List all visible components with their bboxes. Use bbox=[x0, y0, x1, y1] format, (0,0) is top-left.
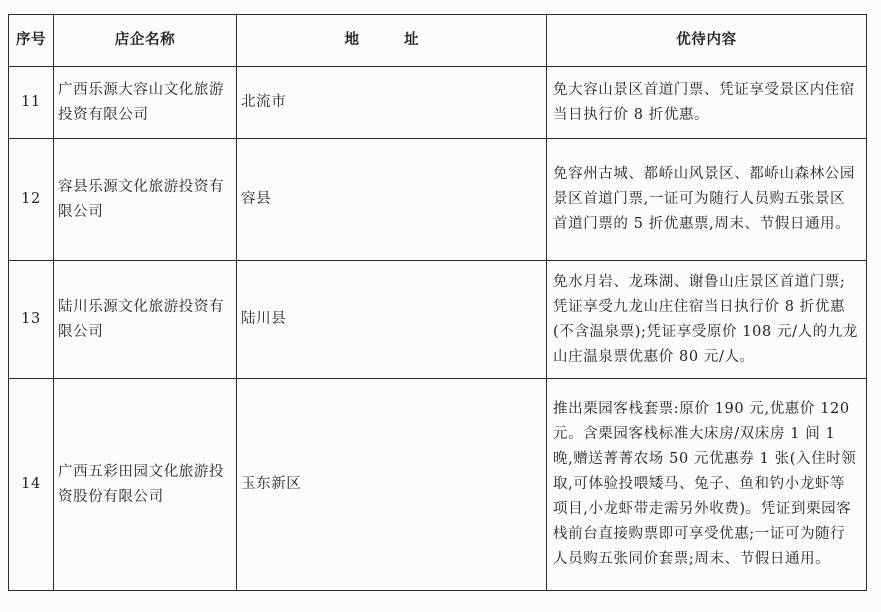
row-address: 容县 bbox=[237, 139, 547, 261]
row-serial-number: 12 bbox=[9, 139, 54, 261]
table-row bbox=[9, 139, 867, 261]
header-offer: 优待内容 bbox=[547, 15, 867, 67]
row-serial-number: 13 bbox=[9, 261, 54, 379]
row-address: 陆川县 bbox=[237, 261, 547, 379]
header-serial-number: 序号 bbox=[9, 15, 54, 67]
header-enterprise-name: 店企名称 bbox=[54, 15, 237, 67]
table-header-row bbox=[9, 15, 867, 67]
table-row bbox=[9, 67, 867, 139]
row-offer: 推出栗园客栈套票:原价 190 元,优惠价 120 元。含栗园客栈标准大床房/双床房 1 间 1 晚,赠送菁菁农场 50 元优惠券 1 张(入住时领取,可体验投喂矮马、兔子、鱼和钓小龙虾等项目,小龙虾带走需另外收费)。凭证到栗园客栈前台直接购票即可享受优惠;一证可为随行人员购五张同价套票;周末、节假日通用。 bbox=[547, 379, 867, 591]
row-enterprise-name: 陆川乐源文化旅游投资有限公司 bbox=[54, 261, 237, 379]
row-offer: 免容州古城、都峤山风景区、都峤山森林公园景区首道门票,一证可为随行人员购五张景区首道门票的 5 折优惠票,周末、节假日通用。 bbox=[547, 139, 867, 261]
benefits-table bbox=[8, 14, 867, 591]
header-address: 地 址 bbox=[237, 15, 547, 67]
row-enterprise-name: 容县乐源文化旅游投资有限公司 bbox=[54, 139, 237, 261]
row-serial-number: 14 bbox=[9, 379, 54, 591]
row-enterprise-name: 广西乐源大容山文化旅游投资有限公司 bbox=[54, 67, 237, 139]
row-serial-number: 11 bbox=[9, 67, 54, 139]
row-offer: 免水月岩、龙珠湖、谢鲁山庄景区首道门票;凭证享受九龙山庄住宿当日执行价 8 折优惠(不含温泉票);凭证享受原价 108 元/人的九龙山庄温泉票优惠价 80 元/人。 bbox=[547, 261, 867, 379]
table-row bbox=[9, 379, 867, 591]
row-address: 玉东新区 bbox=[237, 379, 547, 591]
row-address: 北流市 bbox=[237, 67, 547, 139]
row-enterprise-name: 广西五彩田园文化旅游投资股份有限公司 bbox=[54, 379, 237, 591]
row-offer: 免大容山景区首道门票、凭证享受景区内住宿当日执行价 8 折优惠。 bbox=[547, 67, 867, 139]
table-row bbox=[9, 261, 867, 379]
